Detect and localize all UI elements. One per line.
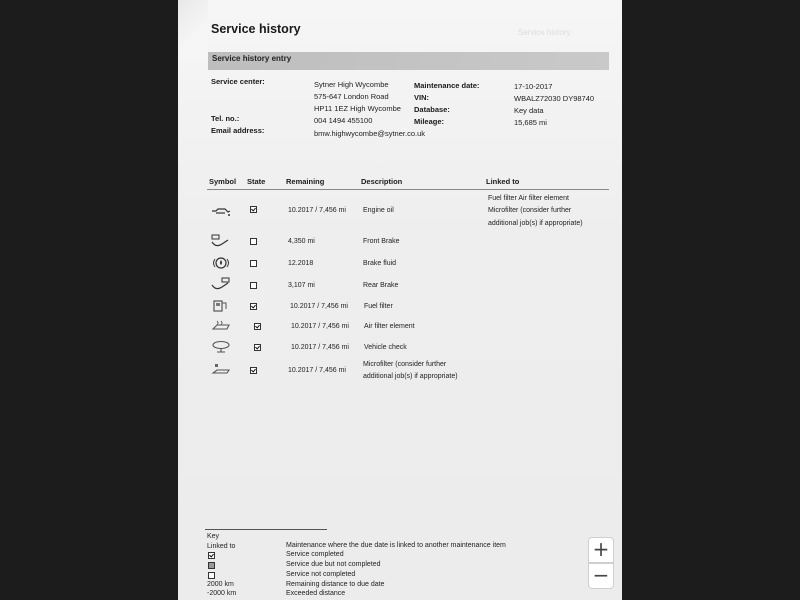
page-title: Service history <box>211 22 301 36</box>
state-checkbox <box>254 344 261 351</box>
key-completed-symbol <box>208 552 215 559</box>
database-value: Key data <box>514 106 544 115</box>
maintenance-date-value: 17-10-2017 <box>514 82 553 91</box>
vehicle-check-icon <box>210 340 232 354</box>
state-checkbox <box>250 260 257 267</box>
key-meaning: Maintenance where the due date is linked to another maintenance item <box>286 542 506 549</box>
mileage-value: 15,685 mi <box>514 118 547 127</box>
description-value-line2: additional job(s) if appropriate) <box>363 373 458 380</box>
remaining-value: 10.2017 / 7,456 mi <box>290 303 348 310</box>
description-value: Engine oil <box>363 207 394 214</box>
remaining-value: 10.2017 / 7,456 mi <box>288 367 346 374</box>
bleed-through-text: Service history <box>518 28 571 37</box>
col-header-symbol: Symbol <box>209 177 237 186</box>
state-checkbox <box>250 282 257 289</box>
service-center-label: Service center: <box>211 77 265 86</box>
linked-to-line: Fuel filter Air filter element <box>488 195 569 202</box>
state-checkbox <box>254 323 261 330</box>
fuel-filter-icon <box>210 298 232 312</box>
description-value: Air filter element <box>364 323 415 330</box>
service-center-address2: HP11 1EZ High Wycombe <box>314 104 401 113</box>
col-header-state: State <box>247 177 266 186</box>
key-not-completed-symbol <box>208 572 215 579</box>
key-meaning: Exceeded distance <box>286 590 346 597</box>
key-symbol: Linked to <box>207 543 236 550</box>
description-value: Rear Brake <box>363 282 399 289</box>
zoom-out-button[interactable]: − <box>588 563 614 589</box>
state-checkbox <box>250 206 257 213</box>
brake-fluid-icon <box>210 256 232 270</box>
remaining-value: 4,350 mi <box>288 238 315 245</box>
microfilter-icon <box>210 362 232 376</box>
description-value: Vehicle check <box>364 344 407 351</box>
key-meaning: Service due but not completed <box>286 561 381 568</box>
email-value: bmw.highwycombe@sytner.co.uk <box>314 129 425 138</box>
col-header-remaining: Remaining <box>286 177 325 186</box>
zoom-in-button[interactable]: + <box>588 537 614 563</box>
email-label: Email address: <box>211 126 265 135</box>
key-divider <box>205 529 327 530</box>
vin-value: WBALZ72030 DY98740 <box>514 94 595 103</box>
remaining-value: 12.2018 <box>288 260 314 267</box>
description-value: Fuel filter <box>364 303 393 310</box>
tel-value: 004 1494 455100 <box>314 116 373 125</box>
linked-to-line: additional job(s) if appropriate) <box>488 220 583 227</box>
mileage-label: Mileage: <box>414 117 445 126</box>
remaining-value: 10.2017 / 7,456 mi <box>288 207 346 214</box>
header-divider <box>207 189 609 190</box>
maintenance-date-label: Maintenance date: <box>414 81 480 90</box>
key-symbol: 2000 km <box>207 581 234 588</box>
key-title: Key <box>207 533 220 540</box>
folded-corner <box>178 0 208 60</box>
service-center-address1: 575-647 London Road <box>314 92 389 101</box>
key-due-symbol <box>208 562 215 569</box>
rear-brake-icon <box>210 277 232 291</box>
service-center-name: Sytner High Wycombe <box>314 80 389 89</box>
section-header-bar <box>208 52 609 70</box>
section-header: Service history entry <box>212 54 292 63</box>
state-checkbox <box>250 367 257 374</box>
state-checkbox <box>250 238 257 245</box>
remaining-value: 10.2017 / 7,456 mi <box>291 323 349 330</box>
document-page <box>178 0 622 600</box>
col-header-description: Description <box>361 177 403 186</box>
vin-label: VIN: <box>414 93 429 102</box>
remaining-value: 10.2017 / 7,456 mi <box>291 344 349 351</box>
database-label: Database: <box>414 105 450 114</box>
col-header-linked-to: Linked to <box>486 177 520 186</box>
description-value: Brake fluid <box>363 260 397 267</box>
front-brake-icon <box>210 234 232 248</box>
key-symbol: -2000 km <box>207 590 237 597</box>
description-value: Microfilter (consider further <box>363 361 447 368</box>
key-meaning: Remaining distance to due date <box>286 581 385 588</box>
state-checkbox <box>250 303 257 310</box>
engine-oil-icon <box>210 204 232 218</box>
description-value: Front Brake <box>363 238 400 245</box>
tel-label: Tel. no.: <box>211 114 240 123</box>
key-meaning: Service completed <box>286 551 344 558</box>
linked-to-line: Microfilter (consider further <box>488 207 572 214</box>
air-filter-icon <box>210 319 232 333</box>
key-meaning: Service not completed <box>286 571 356 578</box>
remaining-value: 3,107 mi <box>288 282 315 289</box>
